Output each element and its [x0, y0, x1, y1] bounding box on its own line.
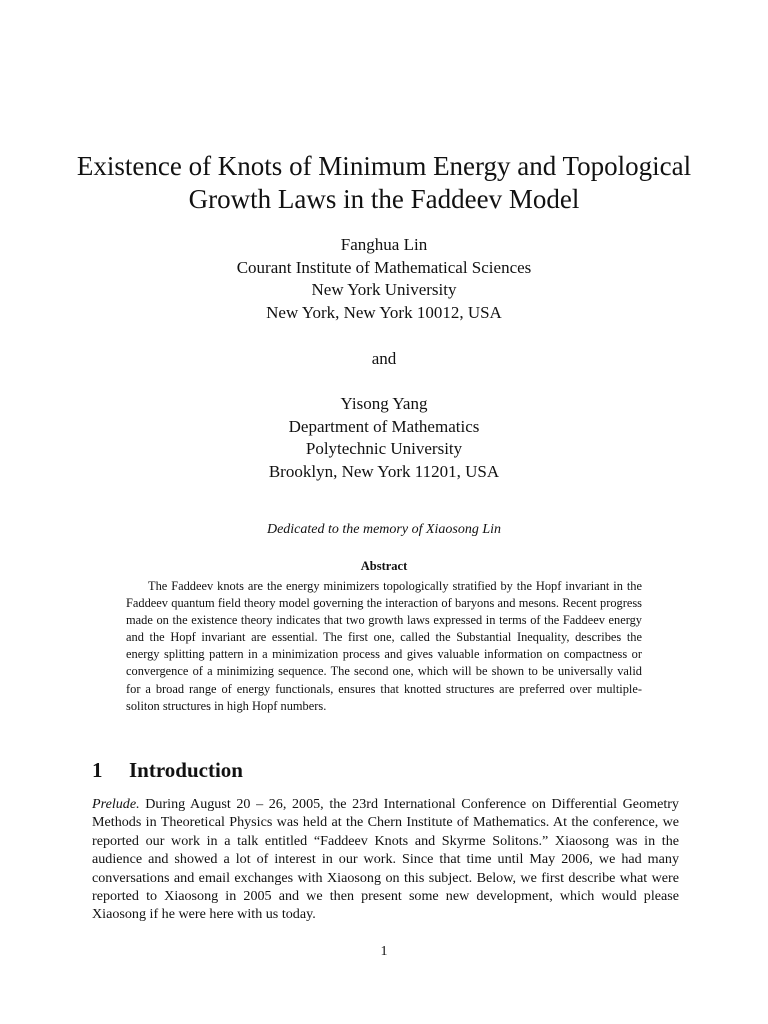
author-name: Yisong Yang: [340, 394, 428, 413]
author-conjunction: and: [371, 349, 397, 368]
page-number: 1: [380, 944, 388, 959]
section-title: Introduction: [129, 758, 243, 782]
author-affiliation-line: New York University: [311, 280, 457, 299]
author-block-2: [84, 393, 684, 483]
paper-title-line-1: Existence of Knots of Minimum Energy and Topological: [76, 151, 692, 181]
paragraph-lead: Prelude.: [92, 796, 140, 812]
section-number: 1: [92, 758, 103, 782]
abstract-text: The Faddeev knots are the energy minimizers topologically stratified by the Hopf invariant in the Faddeev quantum field theory model governing the interaction of baryons and mesons. Recent progress made on the existence theory indicates that two growth laws expressed in terms of the Faddeev energy and the Hopf invariant are essential. The first one, called the Substantial Inequality, describes the energy splitting pattern in a minimization process and gives valuable information on compactness or convergence of a minimizing sequence. The second one, which will be shown to be universally valid for a broad range of energy functionals, ensures that knotted structures are preferred over multiple-soliton structures in high Hopf numbers.: [126, 579, 642, 713]
paper-title: [40, 150, 728, 216]
introduction-paragraph: [92, 795, 679, 924]
dedication: Dedicated to the memory of Xiaosong Lin: [266, 522, 502, 537]
author-block-1: [84, 234, 684, 324]
author-name: Fanghua Lin: [340, 235, 428, 254]
author-affiliation-line: New York, New York 10012, USA: [266, 302, 502, 322]
abstract-heading: Abstract: [360, 559, 408, 573]
paragraph-text: During August 20 – 26, 2005, the 23rd International Conference on Differential Geometry Methods in Theoretical Physics was held at the Chern Institute of Mathematics. At the conference, we reported our work in a talk entitled “Faddeev Knots and Skyrme Solitons.” Xiaosong was in the audience and showed a lot of interest in our work. Since that time until May 2006, we had many conversations and email exchanges with Xiaosong on this subject. Below, we first describe what were reported to Xiaosong in 2005 and we then present some new development, which would please Xiaosong if he were here with us today.: [92, 796, 679, 923]
author-affiliation-line: Brooklyn, New York 11201, USA: [268, 461, 500, 481]
author-affiliation-line: Department of Mathematics: [288, 416, 480, 436]
paper-title-line-2: Growth Laws in the Faddeev Model: [188, 184, 580, 214]
author-affiliation-line: Polytechnic University: [305, 439, 463, 458]
author-affiliation-line: Courant Institute of Mathematical Sciences: [236, 257, 532, 277]
section-heading: [92, 757, 243, 783]
